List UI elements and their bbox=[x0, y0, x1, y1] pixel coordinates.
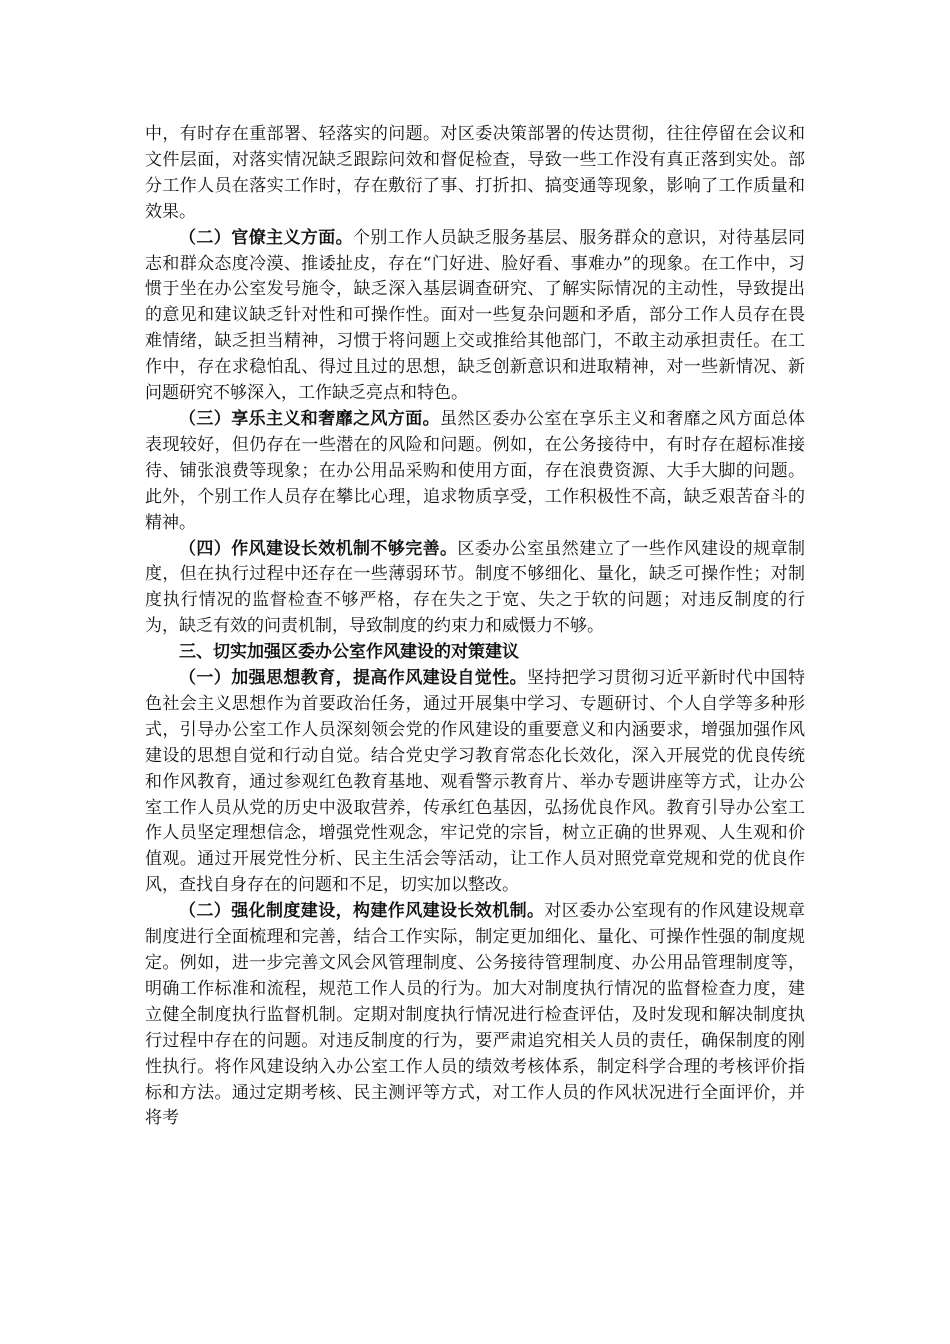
paragraph-text: 虽然区委办公室在享乐主义和奢靡之风方面总体表现较好，但仍存在一些潜在的风险和问题。例如，在公务接待中，有时存在超标准接待、铺张浪费等现象；在办公用品采购和使用方面，存在浪费资源、大手大脚的问题。此外，个别工作人员存在攀比心理，追求物质享受，工作积极性不高，缺乏艰苦奋斗的精神。 bbox=[145, 408, 805, 533]
paragraph-institution-building bbox=[145, 899, 805, 1132]
section-heading: 三、切实加强区委办公室作风建设的对策建议 bbox=[179, 642, 519, 663]
paragraph-hedonism bbox=[145, 407, 805, 537]
paragraph-continuation bbox=[145, 122, 805, 226]
paragraph-text: 中，有时存在重部署、轻落实的问题。对区委决策部署的传达贯彻，往往停留在会议和文件层面，对落实情况缺乏跟踪问效和督促检查，导致一些工作没有真正落到实处。部分工作人员在落实工作时，存在敷衍了事、打折扣、搞变通等现象，影响了工作质量和效果。 bbox=[145, 124, 805, 222]
paragraph-text: 对区委办公室现有的作风建设规章制度进行全面梳理和完善，结合工作实际，制定更加细化、量化、可操作性强的制度规定。例如，进一步完善文风会风管理制度、公务接待管理制度、办公用品管理制度等，明确工作标准和流程，规范工作人员的行为。加大对制度执行情况的监督检查力度，建立健全制度执行监督机制。定期对制度执行情况进行检查评估，及时发现和解决制度执行过程中存在的问题。对违反制度的行为，要严肃追究相关人员的责任，确保制度的刚性执行。将作风建设纳入办公室工作人员的绩效考核体系，制定科学合理的考核评价指标和方法。通过定期考核、民主测评等方式，对工作人员的作风状况进行全面评价，并将考 bbox=[145, 901, 806, 1129]
paragraph-lead: （四）作风建设长效机制不够完善。 bbox=[179, 538, 458, 559]
paragraph-lead: （三）享乐主义和奢靡之风方面。 bbox=[179, 408, 440, 429]
document-page bbox=[145, 122, 805, 1132]
paragraph-text: 个别工作人员缺乏服务基层、服务群众的意识，对待基层同志和群众态度冷漠、推诿扯皮，存在“门好进、脸好看、事难办”的现象。在工作中，习惯于坐在办公室发号施令，缺乏深入基层调查研究、了解实际情况的主动性，导致提出的意见和建议缺乏针对性和可操作性。面对一些复杂问题和矛盾，部分工作人员存在畏难情绪，缺乏担当精神，习惯于将问题上交或推给其他部门，不敢主动承担责任。在工作中，存在求稳怕乱、得过且过的思想，缺乏创新意识和进取精神，对一些新情况、新问题研究不够深入，工作缺乏亮点和特色。 bbox=[145, 227, 805, 404]
paragraph-lead: （二）官僚主义方面。 bbox=[179, 227, 353, 248]
paragraph-long-term-mechanism bbox=[145, 537, 805, 641]
paragraph-lead: （一）加强思想教育，提高作风建设自觉性。 bbox=[179, 668, 527, 689]
paragraph-text: 区委办公室虽然建立了一些作风建设的规章制度，但在执行过程中还存在一些薄弱环节。制度不够细化、量化，缺乏可操作性；对制度执行情况的监督检查不够严格，存在失之于宽、失之于软的问题；对违反制度的行为，缺乏有效的问责机制，导致制度的约束力和威慑力不够。 bbox=[145, 538, 806, 637]
paragraph-text: 坚持把学习贯彻习近平新时代中国特色社会主义思想作为首要政治任务，通过开展集中学习、专题研讨、个人自学等多种形式，引导办公室工作人员深刻领会党的作风建设的重要意义和内涵要求，增强加强作风建设的思想自觉和行动自觉。结合党史学习教育常态化长效化，深入开展党的优良传统和作风教育，通过参观红色教育基地、观看警示教育片、举办专题讲座等方式，让办公室工作人员从党的历史中汲取营养，传承红色基因，弘扬优良作风。教育引导办公室工作人员坚定理想信念，增强党性观念，牢记党的宗旨，树立正确的世界观、人生观和价值观。通过开展党性分析、民主生活会等活动，让工作人员对照党章党规和党的优良作风，查找自身存在的问题和不足，切实加以整改。 bbox=[145, 668, 805, 896]
paragraph-bureaucratism bbox=[145, 226, 805, 407]
paragraph-ideological-education bbox=[145, 666, 805, 899]
paragraph-lead: （二）强化制度建设，构建作风建设长效机制。 bbox=[179, 901, 545, 922]
